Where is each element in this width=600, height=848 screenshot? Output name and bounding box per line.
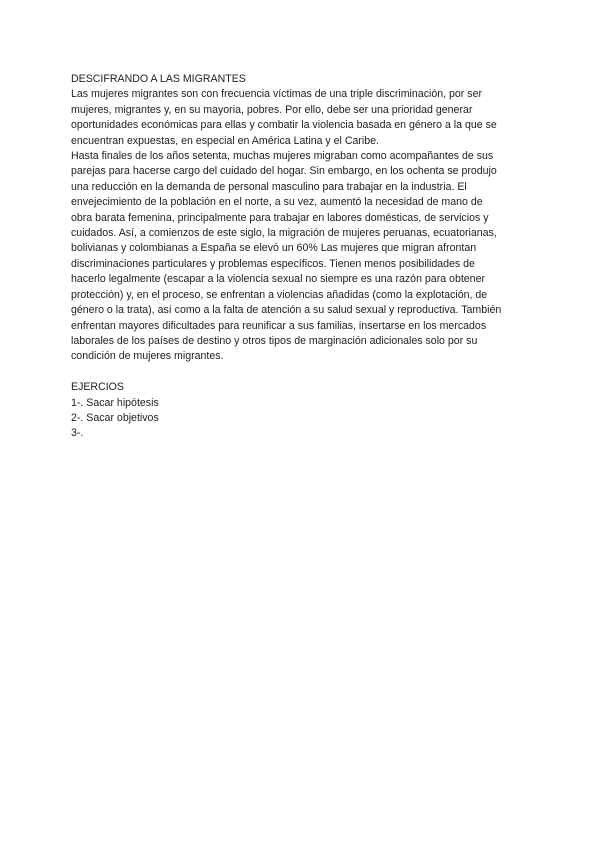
paragraph-line: encuentran expuestas, en especial en América Latina y el Caribe.: [71, 134, 379, 147]
paragraph-line: enfrentan mayores dificultades para reunificar a sus familias, insertarse en los mercados: [71, 319, 487, 332]
exercise-item: 3-.: [71, 427, 84, 440]
paragraph-line: discriminaciones particulares y problemas específicos. Tienen menos posibilidades de: [71, 257, 475, 270]
paragraph-line: laborales de los países de destino y otros tipos de marginación adicionales solo por su: [71, 334, 478, 347]
paragraph-line: protección) y, en el proceso, se enfrentan a violencias añadidas (como la explotación, de: [71, 288, 488, 301]
paragraph-line: condición de mujeres migrantes.: [71, 350, 224, 363]
paragraph-line: oportunidades económicas para ellas y combatir la violencia basada en género a la que se: [71, 119, 497, 132]
paragraph-history: [71, 149, 533, 365]
exercises-heading: EJERCIOS: [71, 381, 124, 394]
exercise-item: 1-. Sacar hipótesis: [71, 396, 159, 409]
paragraph-line: hacerlo legalmente (escapar a la violencia sexual no siempre es una razón para obtener: [71, 273, 485, 286]
document-page: [71, 72, 533, 442]
exercise-item: 2-. Sacar objetivos: [71, 411, 159, 424]
paragraph-line: envejecimiento de la población en el norte, a su vez, aumentó la necesidad de mano de: [71, 196, 483, 209]
paragraph-line: bolivianas y colombianas a España se elevó un 60% Las mujeres que migran afrontan: [71, 242, 477, 255]
paragraph-line: Hasta finales de los años setenta, muchas mujeres migraban como acompañantes de sus: [71, 150, 494, 163]
paragraph-line: obra barata femenina, principalmente para trabajar en labores domésticas, de servicios y: [71, 211, 489, 224]
paragraph-line: una reducción en la demanda de personal masculino para trabajar en la industria. El: [71, 180, 467, 193]
exercises-section: [71, 380, 533, 442]
blank-line: [71, 365, 533, 380]
paragraph-line: mujeres, migrantes y, en su mayoria, pobres. Por ello, debe ser una prioridad generar: [71, 103, 473, 116]
paragraph-line: Las mujeres migrantes son con frecuencia víctimas de una triple discriminación, por ser: [71, 88, 482, 101]
document-title: DESCIFRANDO A LAS MIGRANTES: [71, 73, 246, 85]
paragraph-intro: [71, 87, 533, 149]
paragraph-line: parejas para hacerse cargo del cuidado del hogar. Sin embargo, en los ochenta se produjo: [71, 165, 497, 178]
paragraph-line: cuidados. Así, a comienzos de este siglo, la migración de mujeres peruanas, ecuatorianas,: [71, 227, 497, 240]
paragraph-line: género o la trata), así como a la falta de atención a su salud sexual y reproductiva. También: [71, 304, 502, 317]
